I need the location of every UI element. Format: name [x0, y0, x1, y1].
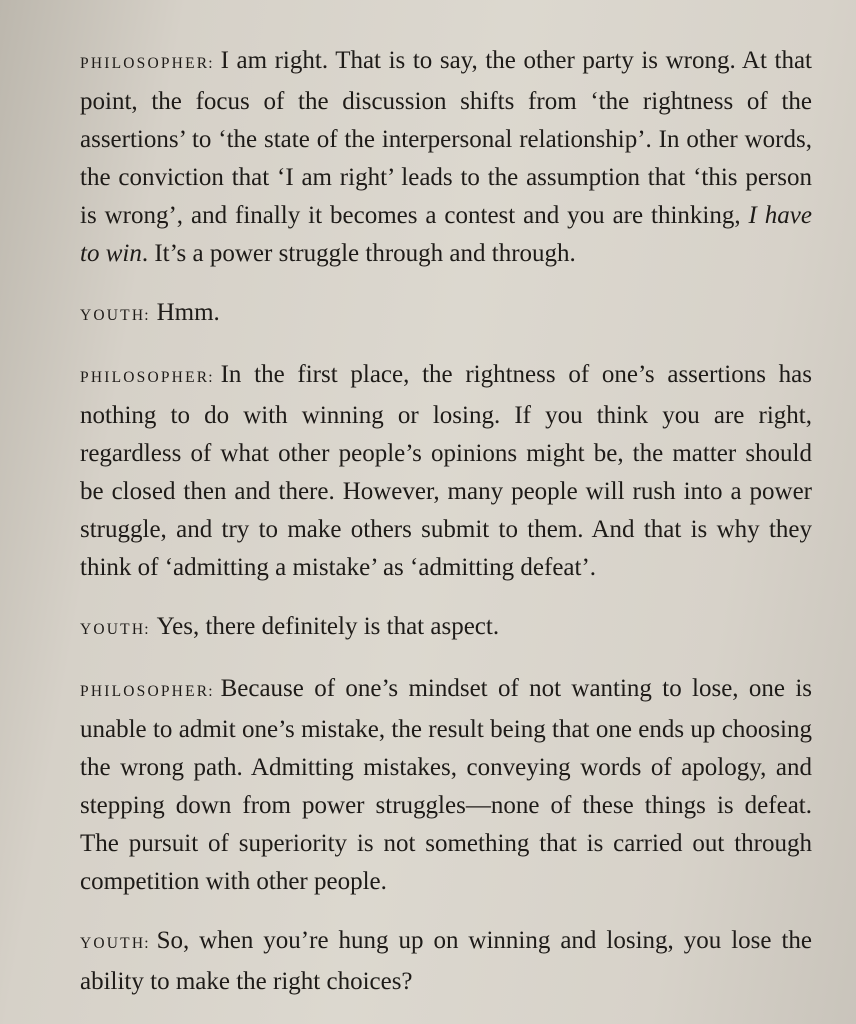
dialogue-text: Yes, there definitely is that aspect.	[156, 613, 500, 640]
dialogue-paragraph	[80, 922, 812, 1001]
speaker-label: PHILOSOPHER :	[80, 683, 213, 700]
dialogue-paragraph	[80, 608, 812, 649]
dialogue-paragraph	[80, 42, 812, 273]
speaker-label: YOUTH :	[80, 621, 149, 638]
dialogue-paragraph	[80, 356, 812, 587]
dialogue-text: So, when you’re hung up on winning and losing, you lose the ability to make the right choices?	[80, 927, 812, 995]
dialogue-paragraph	[80, 670, 812, 901]
dialogue-text: In the first place, the rightness of one’s assertions has nothing to do with winning or losing. If you think you are right, regardless of what other people’s opinions might be, the matter should be closed then and there. However, many people will rush into a power struggle, and try to make others submit to them. And that is why they think of ‘admitting a mistake’ as ‘admitting defeat’.	[80, 361, 812, 581]
speaker-label: YOUTH :	[80, 307, 149, 324]
emphasis-text: I have to win	[80, 202, 812, 267]
speaker-label: YOUTH :	[80, 935, 149, 952]
dialogue-text: Because of one’s mindset of not wanting to lose, one is unable to admit one’s mistake, the result being that one ends up choosing the wrong path. Admitting mistakes, conveying words of apology, and stepping down from power struggles—none of these things is defeat. The pursuit of superiority is not something that is carried out through competition with other people.	[80, 675, 812, 895]
speaker-label: PHILOSOPHER :	[80, 369, 213, 386]
dialogue-text: I am right. That is to say, the other party is wrong. At that point, the focus of the discussion shifts from ‘the rightness of the assertions’ to ‘the state of the interpersonal relationship’. In other words, the conviction that ‘I am right’ leads to the assumption that ‘this person is wrong’, and finally it becomes a contest and you are thinking,	[80, 47, 812, 229]
dialogue-text: Hmm.	[156, 299, 220, 326]
dialogue-text: . It’s a power struggle through and through.	[141, 240, 576, 267]
dialogue-paragraph	[80, 294, 812, 335]
speaker-label: PHILOSOPHER :	[80, 55, 213, 72]
